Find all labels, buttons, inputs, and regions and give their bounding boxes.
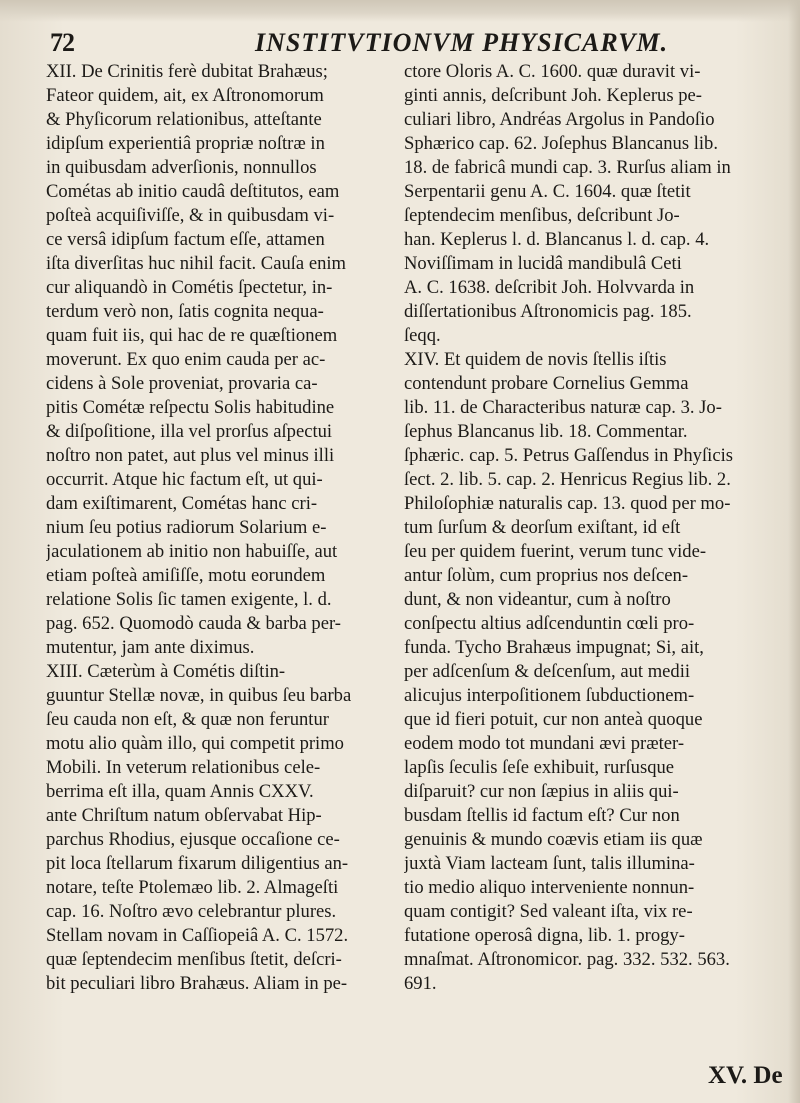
- text-line: occurrit. Atque hic factum eſt, ut qui-: [46, 469, 323, 490]
- text-line: Cométas ab initio caudâ deſtitutos, eam: [46, 181, 340, 202]
- text-line: idipſum experientiâ propriæ noſtræ in: [46, 133, 325, 154]
- text-line: cidens à Sole proveniat, provaria ca-: [46, 373, 318, 394]
- text-line: conſpectu altius adſcenduntin cœli pro-: [404, 613, 695, 634]
- right-column: [404, 60, 754, 996]
- text-line: han. Keplerus l. d. Blancanus l. d. cap. 4.: [404, 229, 710, 250]
- text-line: guuntur Stellæ novæ, in quibus ſeu barba: [46, 685, 352, 706]
- text-line: iſta diverſitas huc nihil facit. Cauſa enim: [46, 253, 346, 274]
- text-line: Noviſſimam in lucidâ mandibulâ Ceti: [404, 253, 682, 274]
- text-line: & diſpoſitione, illa vel prorſus aſpectui: [46, 421, 333, 442]
- text-line: antur ſolùm, cum proprius nos deſcen-: [404, 565, 689, 586]
- text-line: ſeptendecim menſibus, deſcribunt Jo-: [404, 205, 680, 226]
- text-line: terdum verò non, ſatis cognita nequa-: [46, 301, 324, 322]
- text-line: lib. 11. de Characteribus naturæ cap. 3. Jo-: [404, 397, 722, 418]
- text-line: moverunt. Ex quo enim cauda per ac-: [46, 349, 326, 370]
- text-line: bit peculiari libro Brahæus. Aliam in pe-: [46, 973, 348, 994]
- text-line: ſeqq.: [404, 325, 441, 346]
- text-line: etiam poſteà amiſiſſe, motu eorundem: [46, 565, 326, 586]
- text-line: pag. 652. Quomodò cauda & barba per-: [46, 613, 341, 634]
- text-line: mutentur, jam ante diximus.: [46, 637, 255, 658]
- text-line: Stellam novam in Caſſiopeiâ A. C. 1572.: [46, 925, 349, 946]
- text-line: quæ ſeptendecim menſibus ſtetit, deſcri-: [46, 949, 342, 970]
- text-line: pit loca ſtellarum fixarum diligentius an-: [46, 853, 349, 874]
- text-line: Mobili. In veterum relationibus cele-: [46, 757, 321, 778]
- text-line: ce versâ idipſum factum eſſe, attamen: [46, 229, 325, 250]
- text-line: berrima eſt illa, quam Annis CXXV.: [46, 781, 314, 802]
- text-line: dam exiſtimarent, Cométas hanc cri-: [46, 493, 318, 514]
- text-line: in quibusdam adverſionis, nonnullos: [46, 157, 317, 178]
- text-line: funda. Tycho Brahæus impugnat; Si, ait,: [404, 637, 704, 658]
- text-line: ſeu cauda non eſt, & quæ non feruntur: [46, 709, 329, 730]
- text-line: jaculationem ab initio non habuiſſe, aut: [46, 541, 338, 562]
- text-line: XIII. Cæterùm à Cométis diſtin-: [46, 661, 286, 682]
- text-line: mnaſmat. Aſtronomicor. pag. 332. 532. 563.: [404, 949, 730, 970]
- text-line: quam contigit? Sed valeant iſta, vix re-: [404, 901, 693, 922]
- text-line: relatione Solis ſic tamen exigente, l. d.: [46, 589, 332, 610]
- text-line: juxtà Viam lacteam ſunt, talis illumina-: [404, 853, 695, 874]
- text-line: pitis Cométæ reſpectu Solis habitudine: [46, 397, 335, 418]
- text-line: parchus Rhodius, ejusque occaſione ce-: [46, 829, 340, 850]
- page-header: [50, 22, 790, 62]
- text-line: ſphæric. cap. 5. Petrus Gaſſendus in Phyſicis: [404, 445, 733, 466]
- text-line: Sphærico cap. 62. Joſephus Blancanus lib.: [404, 133, 718, 154]
- text-line: busdam ſtellis id factum eſt? Cur non: [404, 805, 680, 826]
- text-line: motu alio quàm illo, qui competit primo: [46, 733, 344, 754]
- text-line: genuinis & mundo coævis etiam iis quæ: [404, 829, 703, 850]
- catchword: XV. De: [708, 1062, 783, 1089]
- page-top-shadow: [0, 0, 800, 22]
- running-title: INSTITVTIONVM PHYSICARVM.: [255, 28, 669, 57]
- text-line: culiari libro, Andréas Argolus in Pandoſio: [404, 109, 715, 130]
- text-line: Serpentarii genu A. C. 1604. quæ ſtetit: [404, 181, 691, 202]
- text-line: ante Chriſtum natum obſervabat Hip-: [46, 805, 322, 826]
- text-line: A. C. 1638. deſcribit Joh. Holvvarda in: [404, 277, 695, 298]
- text-line: ſect. 2. lib. 5. cap. 2. Henricus Regius lib. 2.: [404, 469, 731, 490]
- text-line: XII. De Crinitis ferè dubitat Brahæus;: [46, 61, 328, 82]
- text-line: 691.: [404, 973, 437, 994]
- text-line: tio medio aliquo interveniente nonnun-: [404, 877, 695, 898]
- page-edge-shadow: [788, 0, 800, 1103]
- text-line: ctore Oloris A. C. 1600. quæ duravit vi-: [404, 61, 701, 82]
- text-line: XIV. Et quidem de novis ſtellis iſtis: [404, 349, 667, 370]
- text-line: Philoſophiæ naturalis cap. 13. quod per mo-: [404, 493, 731, 514]
- text-line: per adſcenſum & deſcenſum, aut medii: [404, 661, 691, 682]
- text-line: cap. 16. Noſtro ævo celebrantur plures.: [46, 901, 337, 922]
- text-line: diſparuit? cur non ſæpius in aliis qui-: [404, 781, 679, 802]
- text-line: tum ſurſum & deorſum exiſtant, id eſt: [404, 517, 681, 538]
- text-line: lapſis ſeculis ſeſe exhibuit, rurſusque: [404, 757, 675, 778]
- page-number: 72: [50, 28, 74, 57]
- text-line: nium ſeu potius radiorum Solarium e-: [46, 517, 327, 538]
- text-line: alicujus interpoſitionem ſubductionem-: [404, 685, 695, 706]
- text-line: contendunt probare Cornelius Gemma: [404, 373, 689, 394]
- text-line: ſephus Blancanus lib. 18. Commentar.: [404, 421, 688, 442]
- text-line: & Phyſicorum relationibus, atteſtante: [46, 109, 322, 130]
- text-line: cur aliquandò in Cométis ſpectetur, in-: [46, 277, 333, 298]
- text-line: diſſertationibus Aſtronomicis pag. 185.: [404, 301, 692, 322]
- text-line: notare, teſte Ptolemæo lib. 2. Almageſti: [46, 877, 339, 898]
- text-line: 18. de fabricâ mundi cap. 3. Rurſus aliam in: [404, 157, 731, 178]
- text-line: dunt, & non videantur, cum à noſtro: [404, 589, 671, 610]
- text-line: poſteà acquiſiviſſe, & in quibusdam vi-: [46, 205, 335, 226]
- text-line: futatione operosâ digna, lib. 1. progy-: [404, 925, 685, 946]
- text-line: quam fuit iis, qui hac de re quæſtionem: [46, 325, 338, 346]
- text-line: ſeu per quidem fuerint, verum tunc vide-: [404, 541, 707, 562]
- text-line: que id fieri potuit, cur non anteà quoque: [404, 709, 703, 730]
- left-column: [46, 60, 396, 996]
- text-line: Fateor quidem, ait, ex Aſtronomorum: [46, 85, 324, 106]
- text-line: eodem modo tot mundani ævi præter-: [404, 733, 685, 754]
- text-line: noſtro non patet, aut plus vel minus illi: [46, 445, 335, 466]
- text-line: ginti annis, deſcribunt Joh. Keplerus pe-: [404, 85, 702, 106]
